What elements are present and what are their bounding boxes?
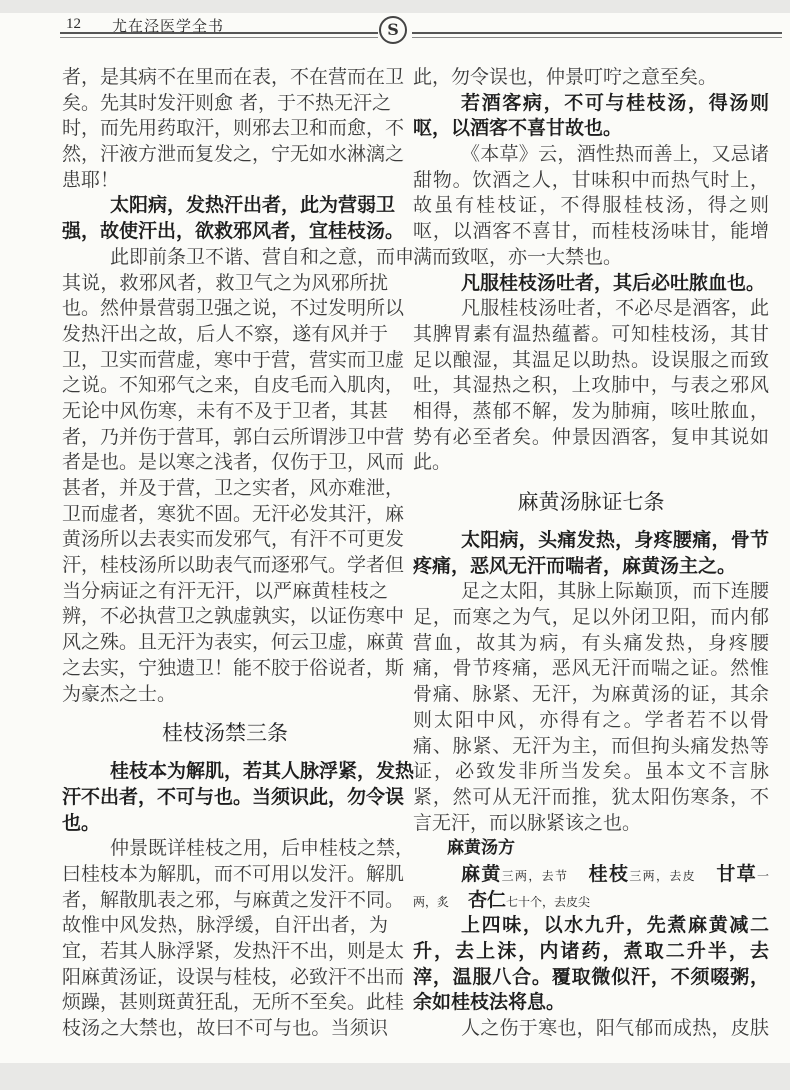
text-line: 势有必至者矣。仲景因酒客，复申其说如 xyxy=(413,425,769,448)
text-line: 言无汗，而以脉紧该之也。 xyxy=(413,811,642,834)
commentary-paragraph xyxy=(413,142,769,270)
header-rule-left xyxy=(60,32,378,38)
text-line: 相得，蒸郁不解，发为肺痈，咳吐脓血， xyxy=(413,399,769,422)
text-line: 桂枝本为解肌，若其人脉浮紧，发热 xyxy=(110,760,415,783)
text-line: 吐，其湿热之积，上攻肺中，与表之邪风 xyxy=(413,374,769,397)
book-title: 尤在泾医学全书 xyxy=(112,17,225,35)
commentary-paragraph xyxy=(413,579,769,836)
text-line: 矣。先其时发汗则愈 者，于不热无汗之 xyxy=(62,91,392,114)
text-line: 患耶！ xyxy=(62,168,120,191)
classic-text-paragraph xyxy=(62,193,405,244)
text-line: 黄汤所以去表实而发邪气，有汗不可更发 xyxy=(62,528,405,551)
dosage-note: 两，炙 xyxy=(413,894,450,909)
text-line: 太阳病，头痛发热，身疼腰痛，骨节 xyxy=(461,529,769,551)
dosage-note: 三两，去节 xyxy=(501,868,569,883)
formula-line xyxy=(413,862,769,888)
text-line: 凡服桂枝汤吐者，不必尽是酒客，此 xyxy=(461,297,769,320)
herb-name: 甘草 xyxy=(695,862,757,885)
text-line: 之说。不知邪气之来，自皮毛而入肌肉， xyxy=(62,374,405,397)
publisher-logo-icon: S xyxy=(379,16,407,44)
text-line: 足，而寒之为气，足以外闭卫阳，而内郁 xyxy=(413,606,769,629)
text-line: 太阳病，发热汗出者，此为营弱卫 xyxy=(110,194,396,217)
text-line: 余如桂枝法将息。 xyxy=(413,991,566,1014)
text-line: 疼痛，恶风无汗而喘者，麻黄汤主之。 xyxy=(413,554,737,577)
text-line: 营血，故其为病，有头痛发热，身疼腰 xyxy=(413,631,769,654)
text-line: 若酒客病，不可与桂枝汤，得汤则 xyxy=(461,91,769,114)
text-line: 痛，骨节疼痛，恶风无汗而喘之证。然惟 xyxy=(413,657,769,680)
dosage-note: 一 xyxy=(756,868,769,883)
text-line: 紧，然可从无汗而推，犹太阳伤寒条，不 xyxy=(413,785,769,808)
text-line: 之去实，宁独遗卫！能不胶于俗说者，斯 xyxy=(62,656,405,679)
text-line: 痛、脉紧、无汗为主，而但拘头痛发热等 xyxy=(413,734,769,757)
text-line: 也。然仲景营弱卫强之说，不过发明所以 xyxy=(62,297,405,320)
herb-name: 杏仁 xyxy=(449,888,507,911)
text-line: 曰桂枝本为解肌，而不可用以发汗。解肌 xyxy=(62,862,405,885)
herb-name: 麻黄 xyxy=(461,862,502,885)
page-number: 12 xyxy=(66,16,81,32)
text-line: 当分病证之有汗无汗，以严麻黄桂枝之 xyxy=(62,579,388,602)
commentary-paragraph xyxy=(62,836,415,1042)
text-line: 呕，以酒客不喜甘故也。 xyxy=(413,117,623,140)
text-line: 故惟中风发热，脉浮缓，自汗出者，为 xyxy=(62,914,388,937)
dosage-note: 三两，去皮 xyxy=(629,868,696,883)
commentary-paragraph xyxy=(62,65,405,193)
classic-text-paragraph xyxy=(413,528,769,579)
commentary-paragraph xyxy=(413,65,769,91)
book-page xyxy=(0,13,790,1063)
text-line: 为豪杰之士。 xyxy=(62,682,177,705)
text-line: 《本草》云，酒性热而善上，又忌诸 xyxy=(461,143,769,166)
classic-text-paragraph xyxy=(413,913,769,1016)
classic-text-paragraph xyxy=(62,759,415,836)
text-line: 风之殊。且无汗为表实，何云卫虚，麻黄 xyxy=(62,631,405,654)
text-line: 升，去上沫，内诸药，煮取二升半，去 xyxy=(413,940,769,962)
text-line: 者，是其病不在里而在表，不在营而在卫 xyxy=(62,66,405,88)
text-line: 强，故使汗出，欲救邪风者，宜桂枝汤。 xyxy=(62,220,405,243)
text-line: 然，汗液方泄而复发之，宁无如水淋漓之 xyxy=(62,143,405,166)
text-line: 骨痛、脉紧、无汗，为麻黄汤的证，其余 xyxy=(413,683,769,706)
text-line: 则太阳中风，亦得有之。学者若不以骨 xyxy=(413,708,769,731)
text-line: 汗，桂枝汤所以助表气而逐邪气。学者但 xyxy=(62,554,405,577)
text-line: 无论中风伤寒，未有不及于卫者，其甚 xyxy=(62,399,388,422)
dosage-note: 七十个，去皮尖 xyxy=(506,894,591,909)
commentary-paragraph xyxy=(413,296,769,476)
text-line: 其说，救邪风者，救卫气之为风邪所扰 xyxy=(62,271,388,294)
text-line: 宜，若其人脉浮紧，发热汗不出，则是太 xyxy=(62,940,405,962)
text-line: 证，必致发非所当发矣。虽本文不言脉 xyxy=(413,760,769,783)
commentary-paragraph xyxy=(62,245,415,707)
section-heading: 桂枝汤禁三条 xyxy=(162,721,288,746)
running-header xyxy=(0,13,790,53)
text-line: 汗不出者，不可与也。当须识此，勿令误 xyxy=(62,785,405,808)
text-line: 也。 xyxy=(62,811,101,834)
text-line: 此。 xyxy=(413,451,452,474)
text-line: 甜物。饮酒之人，甘味积中而热气时上， xyxy=(413,168,769,191)
herb-name: 桂枝 xyxy=(568,862,630,885)
text-line: 甚者，并及于营，卫之实者，风亦难泄， xyxy=(62,477,405,499)
text-line: 仲景既详桂枝之用，后申桂枝之禁， xyxy=(110,837,415,860)
text-line: 满而致呕，亦一大禁也。 xyxy=(413,245,623,268)
text-line: 时，而先用药取汗，则邪去卫和而愈，不 xyxy=(62,117,405,140)
left-text-column xyxy=(62,65,415,1042)
text-line: 此，勿令误也，仲景叮咛之意至矣。 xyxy=(413,66,718,88)
text-line: 卫而虚者，寒犹不固。无汗必发其汗，麻 xyxy=(62,502,405,525)
right-text-column xyxy=(413,65,769,1042)
text-line: 阳麻黄汤证，设误与桂枝，必致汗不出而 xyxy=(62,965,405,988)
text-line: 足以酿湿，其温足以助热。设误服之而致 xyxy=(413,348,769,371)
text-line: 烦躁，甚则斑黄狂乱，无所不至矣。此桂 xyxy=(62,991,405,1014)
classic-text-paragraph xyxy=(413,271,769,297)
text-line: 者是也。是以寒之浅者，仅伤于卫，风而 xyxy=(62,451,405,474)
text-line: 发热汗出之故，后人不察，遂有风并于 xyxy=(62,322,388,345)
formula-line xyxy=(413,888,769,914)
text-line: 其脾胃素有温热蕴蓄。可知桂枝汤，其甘 xyxy=(413,322,769,345)
text-line: 此即前条卫不谐、营自和之意，而申 xyxy=(110,245,415,268)
text-line: 枝汤之大禁也，故曰不可与也。当须识 xyxy=(62,1017,388,1040)
section-heading: 麻黄汤脉证七条 xyxy=(517,490,665,514)
text-line: 呕，以酒客不喜甘，而桂枝汤味甘，能增 xyxy=(413,220,769,243)
text-line: 凡服桂枝汤吐者，其后必吐脓血也。 xyxy=(461,271,766,294)
text-line: 上四味，以水九升，先煮麻黄减二 xyxy=(461,914,769,937)
text-line: 卫，卫实而营虚，寒中于营，营实而卫虚 xyxy=(62,348,405,371)
text-line: 辨，不必执营卫之孰虚孰实，以证伤寒中 xyxy=(62,605,405,628)
formula-title: 麻黄汤方 xyxy=(447,838,515,859)
text-line: 足之太阳，其脉上际巅顶，而下连腰 xyxy=(461,580,769,603)
text-line: 故虽有桂枝证，不得服桂枝汤，得之则 xyxy=(413,194,769,217)
commentary-paragraph xyxy=(413,1016,769,1042)
header-rule-right xyxy=(412,32,782,38)
text-line: 人之伤于寒也，阳气郁而成热，皮肤 xyxy=(461,1017,769,1040)
classic-text-paragraph xyxy=(413,91,769,142)
text-line: 滓，温服八合。覆取微似汗，不须啜粥， xyxy=(413,965,769,988)
text-line: 者，解散肌表之邪，与麻黄之发汗不同。 xyxy=(62,888,405,911)
text-line: 者，乃并伤于营耳，郭白云所谓涉卫中营 xyxy=(62,425,405,448)
